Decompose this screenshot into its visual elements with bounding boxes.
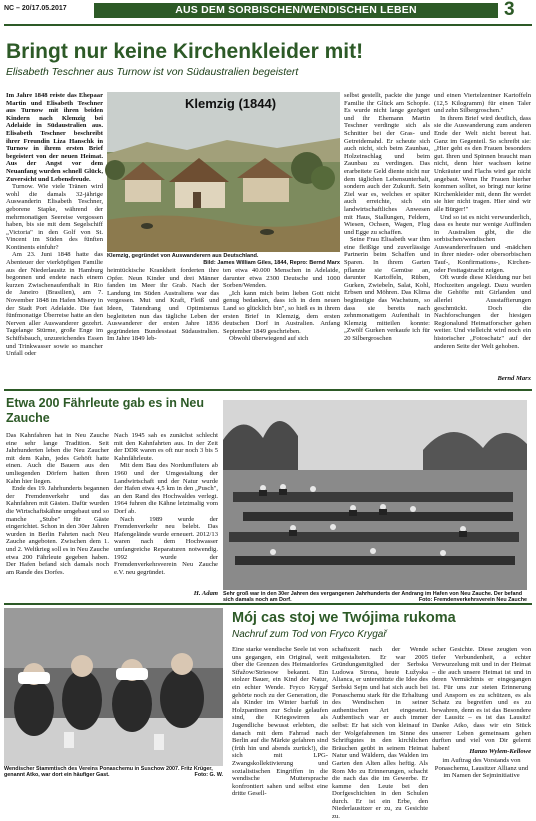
article3-caption: [4, 766, 223, 779]
article3-headline: Mój cas stoj we Twójima rukoma: [232, 610, 456, 626]
article1-paragraph: ten etwa 40.000 Menschen in Adelaide, darunter etwa 2300 Deutsche und 1000 Sorben/Wenden.: [223, 267, 340, 290]
page-number: 3: [504, 0, 515, 20]
article1-headline: Bringt nur keine Kirchenkleider mit!: [6, 40, 364, 63]
harbor-photo: [223, 400, 527, 590]
article1-subheadline: Elisabeth Teschner aus Turnow ist von Südaustralien begeistert: [6, 67, 299, 78]
article2-headline: Etwa 200 Fährleute gab es in Neu Zauche: [6, 396, 204, 425]
article2-caption: [223, 591, 527, 604]
article3-paragraph: scher Gesichte. Diese zeugten von tiefer Verbundenheit, a echter Verwurzelung mit und in der Heimat – die auch unsere Heimat ist und in deren Vermächtnis er eingegangen ist. Für uns zur steten Erinnerung und Ansporn es zu schützen, es als Schatz zu begreifen und es zu bewahren, denn es ist das Besondere der Lausitz – es ist das Lausitz! Danke Atko, dass wir ein Stück unserer Leben gemeinsam gehen durften und viel von Dir gelernt haben!: [432, 646, 531, 752]
article1-column-4: [344, 92, 430, 384]
header-rule: [4, 24, 532, 26]
article3-author: Hanzo Wylem-Kellowe: [469, 748, 531, 755]
article1-paragraph: Und so ist es nicht verwunderlich, dass es heute nur wenige Auffinden in Australien gibt, die die sorbischen/wendischen Auswandererfrauen und -mädchen in ihrer nieder- oder obersorbischen Tauf-, Konfirmations-, Kirchen- oder Festtagstracht zeigen.: [434, 213, 531, 274]
article1-paragraph: In ihrem Brief wird deutlich, dass sie die Auswanderung zum anderen Ende der Welt nicht bereut hat. Ganz im Gegenteil. So schreibt sie: „Hier geht es den Frauen besonders gut. Ihren und Spinnen braucht man nicht, denn hier wachsen keine Unkräuter und Flachs wird gar nicht angebaut. Wenn Ihr Frauen hierher kommen solltet, so bringt nur keine Kirchenkleider mit, denn Ihr werdet sie hier nicht tragen. Hier sind wir alle Bürger!": [434, 114, 531, 213]
article3-column-1: [232, 646, 328, 798]
stammtisch-photo: [4, 608, 223, 766]
article1-paragraph: „Ich kann mich beim lieben Gott nicht genug bedanken, dass ich in dem neuen Land so glücklich bin", so hieß es in ihrem ersten Brief in Klemzig, dem ersten deutschen Dorf in Australien. Anfang September 1849 geschrieben.: [223, 289, 340, 335]
article2-paragraph: Mit dem Bau des Nordumfluters ab 1960 und der Umgestaltung der Landwirtschaft und der Natur wurde der Hafen etwa 4,5 km in den „Pusch", an den Rand des Hochwaldes verlegt. 1964 fuhren die Kähne letztmalig vom Dorf ab.: [114, 462, 218, 515]
article1-author: Bernd Marx: [497, 375, 531, 382]
article1-paragraph: Am 23. Juni 1848 hatte das Abenteuer der vierköpfigen Familie aus der Niederlausitz in Hamburg begonnen und endete nach einem kurzen Zwischenaufenthalt in Rio de Janeiro (Brasilien), am 7. November 1848 im Hafen Misery in der Stadt Port Adelaide. Die fast fünfmonatige Überreise hatte an den Nerven aller Auswanderer gezehrt. Tagelange Stürme, große Enge im Schiffsbauch, unzureichendes Essen und Trinkwasser sowie so mancher Unfall oder: [6, 251, 103, 358]
photo-credit: Foto: Fremdenverkehrsverein Neu Zauche: [418, 597, 527, 604]
caption-text: Klemzig, gegründet von Auswanderern aus Deutschland.: [107, 253, 259, 259]
painting-label: Klemzig (1844): [185, 96, 277, 111]
article-divider: [4, 603, 532, 605]
section-title: AUS DEM SORBISCHEN/WENDISCHEN LEBEN: [94, 3, 498, 18]
caption-text: Wendischer Stammtisch des Vereins Ponaschemu in Suschow 2007. Fritz Krüger, genannt Atko, war dort ein häufiger Gast.: [4, 766, 213, 779]
article2-column-2: [114, 432, 218, 588]
issue-label: NC – 20/17.05.2017: [4, 5, 67, 12]
article1-paragraph: und einen Viertelzentner Kartoffeln (12,5 Kilogramm) für einen Taler und zehn Silbergroschen.": [434, 92, 531, 115]
article1-paragraph: selbst gestellt, packte die junge Familie ihr Glück am Schopfe. Es wurde nicht lange gezögert und ihr Ehemann Martin Teschner verdingte sich als Schnitter bei der Gras- und Getreidemahd. Er scheute sich auch nicht, sich beim Zaunbau, Holzeinschlag und beim Zaunbau zu verdingen. Das erarbeitete Geld diente nicht nur dem täglichen Lebensunterhalt, sondern auch der Zukunft. Sein Ziel war es, welches er später auch erreichte, sich ein landwirtschaftliches Anwesen mit Haus, Stallungen, Feldern, Wiesen, Ochsen, Wagen, Flug und Egge zu schaffen.: [344, 92, 430, 236]
article-divider: [4, 389, 532, 391]
article3-paragraph: schaftszeit nach der Wende mitgestalteten. Er war 2005 Gründungsmitglied der Serbska Ludowa Strona, heute Łužyska Alianca, er unterstützte die Idee des Serbski Sejm und hat sich auch bei Ponaschemu stark für die Erhaltung des Wendischen in seiner authentischen Art eingesetzt. Authentisch war er auch immer selbst: Er hat sich von kleinauf in der Wolgefahrenen im Sinne des Schriftgutes in den kirchlichen Bräuchen geübt in seinem Heimat Natur und Wäldern, das Walden im Garten den Alten alles heftig. Als Rom Mo zu Erinnerungen, schacht die nach das die im Gewerbe. Er kamme den Leute bei den Dorfgeschichten in den Schulen durch. Er ist ein Erbe, den Niederlausitzer er zu, zu Gesichte zu.: [332, 646, 428, 821]
article2-paragraph: Nach 1989 wurde der Fremdenverkehr neu belebt. Das Hafengelände wurde erneuert. 2012/13 waren nach dem Hochwasser umfangreiche Reparaturen notwendig. 1992 wurde der Fremdenverkehrsverein Neu Zauche e.V. neu gegründet.: [114, 515, 218, 576]
page-header: [0, 0, 536, 20]
caption-text: Sehr groß war in den 30er Jahren des vergangenen Jahrhunderts der Andrang im Hafen von Neu Zauche. Der befand sich damals noch am Dorf.: [223, 591, 523, 604]
article1-column-5: [434, 92, 531, 374]
article2-paragraph: Nach 1945 sah es zunächst schlecht mit den Kahnfahrten aus. In der Zeit der DDR waren es oft nur noch 3 bis 5 Kahnfährleute.: [114, 432, 218, 462]
article1-paragraph: Seine Frau Elisabeth war ihm eine fleißige und zuverlässige Partnerin beim Schaffen und Sparen. In ihrem Garten pflanzte sie Gemüse an, darunter Kartoffeln, Rüben, Gurken, Zwiebeln, Salat, Kohl, Erbsen und Möhren. Das Klima begünstigte das Wachstum, so dass sie bereits nach zehnmonatigem Aufenthalt in Klemzig mitteilen konnte: „Zwölf Gurken verkaufe ich für 20 Silbergroschen: [344, 236, 430, 342]
article3-column-2: [332, 646, 428, 821]
article1-caption: [107, 253, 340, 266]
article3-author-note: im Auftrag des Vorstands von Ponaschemu, Lausitzer Allianz und im Namen der Sejminitiative: [434, 757, 529, 780]
article1-paragraph: Turnow. Wie viele Tränen wird wohl die damals 32-jährige Auswanderin Elisabeth Teschner, geborene Stapke, während der mehrmonatigen Seereise vergossen haben, bis sie mit dem Segelschiff „Victoria" in den Golf von St. Vincent im Süden des fünften Kontinents einfuhr?: [6, 183, 103, 251]
photo-credit: Bild: James William Giles, 1844, Repro: Bernd Marx: [203, 259, 340, 266]
article2-author: H. Adam: [193, 590, 218, 597]
article1-column-1: [6, 92, 103, 384]
article2-paragraph: Das Kahnfahren hat in Neu Zauche eine sehr lange Tradition. Seit Jahrhunderten leben die Neu Zaucher mit dem Kahn, jedes Gehöft hatte einen. Auch die Bauern aus den umliegenden Dörfern hatten ihren Kahn hier liegen.: [6, 432, 109, 485]
photo-credit: Foto: G. W.: [194, 772, 223, 779]
article1-paragraph: Oft wurde diese Kleidung nur bei Hochzeiten angelegt. Dazu wurden die Gehöfte mit Girlanden und allerlei Ausstaffierungen geschmückt. Doch die Nachforschungen der hiesigen Regionalund Heimatforscher gehen weiter. Und vielleicht wird noch ein historischer „Fotoschatz" auf der anderen Seite der Welt gehoben.: [434, 274, 531, 350]
article3-subheadline: Nachruf zum Tod von Fryco Krygař: [232, 629, 387, 640]
klemzig-painting: [107, 92, 340, 252]
article2-column-1: [6, 432, 109, 598]
article1-column-2: [107, 267, 219, 384]
article2-paragraph: Ende des 19. Jahrhunderts begannen der Fremdenverkehr und das Kahnfahren mit Gästen. Dafür wurden die Wirtschaftskähne umgebaut und so manche „Stube" für Gäste eingerichtet. Schon in den 30er Jahren wurden in Berlin Fahrten nach Neu Zauche angeboten. Zwischen dem 1. und 2. Weltkrieg soll es in Neu Zauche etwa 200 Fährleute gegeben haben. Der Hafen befand sich damals noch am Rande des Dorfes.: [6, 485, 109, 576]
article1-column-3: [223, 267, 340, 384]
article1-lead: Im Jahre 1848 reiste das Ehepaar Martin und Elisabeth Teschner aus Turnow mit ihren beiden Kindern nach Klemzig bei Adelaide in Südaustralien aus. Elisabeth Teschner beschreibt ihrer Freundin Liza Hanschk in Turnow in ihrem ersten Brief begeistert von der neuen Heimat. Aus der Angst vor dem Neuanfang wurden schnell Glück, Zuversicht und Lebensfreude.: [6, 92, 103, 183]
article1-paragraph: Obwohl überwiegend auf sich: [229, 335, 309, 343]
article1-paragraph: heimtückische Krankheit forderten ihre Opfer. Neun Kinder und drei Männer fanden im Meer ihr Grab. Nach der Landung im Süden Australiens war das vergessen. Mut und Kraft, Fleiß und Ideen, Tatendrang und Optimismus begleiteten nun das tägliche Leben der Auswanderer der ersten Jahre 1836 gegründeten Bundesstaat Südaustralien. Im Jahre 1849 leb-: [107, 267, 219, 343]
article3-paragraph: Eine starke wendische Seele ist von uns gegangen, ein Original, weit über die Grenzen des Heimatdorfes Střažow/Striesow bekannt. Ein stolzer Bauer, ein Kind der Natur, ein echter Wende. Fryco Krygař gehörte noch zu der Generation, die als Kinder im Winter barfuß in Holzpantinen zur Schule gelaufen sind, die Kriegswirren als Jugendliche bewusst erlebten, die danach mit dem Fahrrad nach Berlin auf die Märkte gefahren sind (früh hin und abends zurück!), die sich mit LPG-Zwangskollektivierung und sozialistischen Eingriffen in die wendische Muttersprache konfrontiert sahen und selbst eine dritte Gesell-: [232, 646, 328, 798]
